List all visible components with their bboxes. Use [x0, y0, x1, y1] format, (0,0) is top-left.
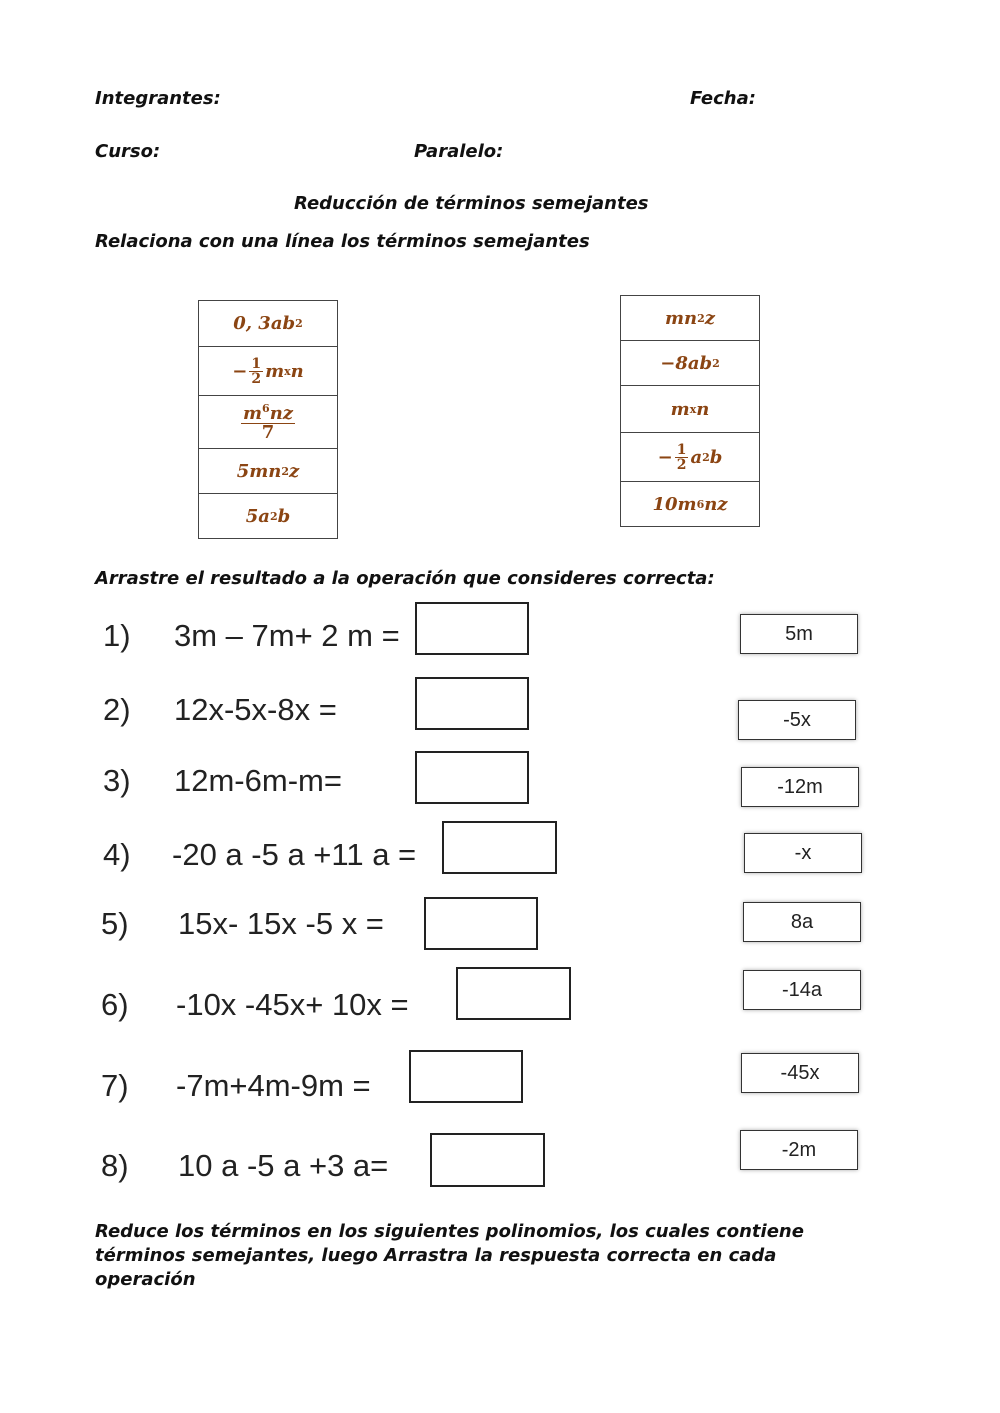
operation-expression: -20 a -5 a +11 a = — [172, 837, 417, 872]
left-term-2[interactable]: − $\frac{1}{2}$ m x n — [198, 347, 338, 396]
worksheet-title: Reducción de términos semejantes — [294, 193, 649, 214]
answer-tile-neg-45x[interactable]: -45x — [741, 1053, 859, 1093]
answer-tile-neg-12m[interactable]: -12m — [741, 767, 859, 807]
instruction-drag: Arrastre el resultado a la operación que consideres correcta: — [95, 568, 715, 589]
operation-expression: -10x -45x+ 10x = — [176, 987, 409, 1022]
answer-tile-neg-5x[interactable]: -5x — [738, 700, 856, 740]
left-term-1[interactable]: 0, 3ab 2 — [198, 300, 338, 347]
answer-drop-box-1[interactable] — [415, 602, 529, 655]
left-term-5[interactable]: 5a 2 b — [198, 494, 338, 539]
instruction-match: Relaciona con una línea los términos semejantes — [95, 231, 590, 252]
right-term-5[interactable]: 10m 6 nz — [620, 482, 760, 527]
answer-drop-box-4[interactable] — [442, 821, 557, 874]
answer-tile-8a[interactable]: 8a — [743, 902, 861, 942]
right-term-3[interactable]: m x n — [620, 386, 760, 433]
answer-tile-neg-14a[interactable]: -14a — [743, 970, 861, 1010]
left-terms-table — [198, 300, 338, 539]
right-term-4[interactable]: − $\frac{1}{2}$ a 2 b — [620, 433, 760, 482]
operation-number: 3) — [103, 763, 131, 798]
operation-expression: 12x-5x-8x = — [174, 692, 337, 727]
answer-tile-neg-2m[interactable]: -2m — [740, 1130, 858, 1170]
paralelo-label: Paralelo: — [414, 141, 504, 162]
right-term-1[interactable]: mn 2 z — [620, 295, 760, 341]
answer-drop-box-5[interactable] — [424, 897, 538, 950]
left-term-4[interactable]: 5mn 2 z — [198, 449, 338, 494]
operation-number: 1) — [103, 618, 131, 653]
operation-number: 7) — [101, 1068, 129, 1103]
operation-number: 5) — [101, 906, 129, 941]
operation-number: 8) — [101, 1148, 129, 1183]
right-term-2[interactable]: −8ab 2 — [620, 341, 760, 386]
answer-drop-box-6[interactable] — [456, 967, 571, 1020]
answer-drop-box-7[interactable] — [409, 1050, 523, 1103]
answer-drop-box-8[interactable] — [430, 1133, 545, 1187]
answer-drop-box-2[interactable] — [415, 677, 529, 730]
instruction-reduce: Reduce los términos en los siguientes polinomios, los cuales contiene términos semejantes, luego Arrastra la respuesta correcta en cada operación — [95, 1221, 804, 1290]
operation-number: 6) — [101, 987, 129, 1022]
answer-tile-neg-x[interactable]: -x — [744, 833, 862, 873]
operation-expression: 15x- 15x -5 x = — [178, 906, 384, 941]
fecha-label: Fecha: — [690, 88, 756, 109]
answer-tile-5m[interactable]: 5m — [740, 614, 858, 654]
operation-expression: 10 a -5 a +3 a= — [178, 1148, 389, 1183]
operation-number: 4) — [103, 837, 131, 872]
operation-expression: 12m-6m-m= — [174, 763, 342, 798]
answer-drop-box-3[interactable] — [415, 751, 529, 804]
right-terms-table — [620, 295, 760, 527]
left-term-3[interactable]: $\frac{m^6nz}{7}$ — [198, 396, 338, 449]
operation-expression: 3m – 7m+ 2 m = — [174, 618, 400, 653]
operation-expression: -7m+4m-9m = — [176, 1068, 371, 1103]
integrantes-label: Integrantes: — [95, 88, 221, 109]
operation-number: 2) — [103, 692, 131, 727]
curso-label: Curso: — [95, 141, 161, 162]
